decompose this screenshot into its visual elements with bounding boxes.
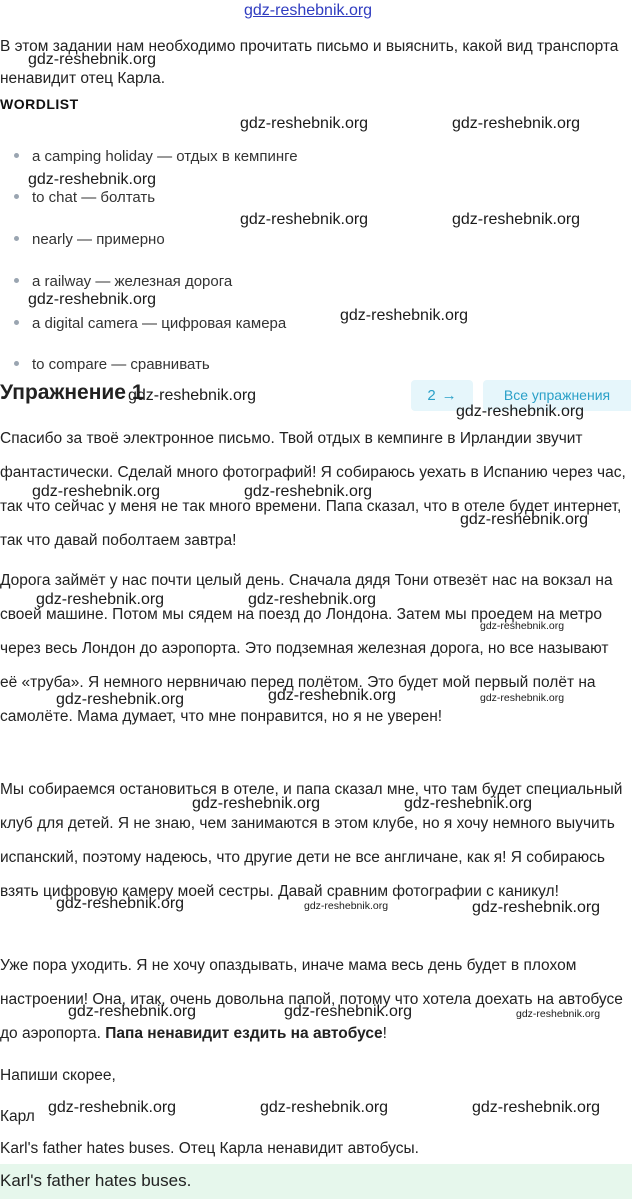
watermark: gdz-reshebnik.org [268,687,397,704]
watermark: gdz-reshebnik.org [36,591,165,608]
watermark: gdz-reshebnik.org [240,115,369,132]
watermark: gdz-reshebnik.org [28,51,157,68]
watermark: gdz-reshebnik.org [472,899,601,916]
bullet-icon [14,361,19,366]
wordlist-title: WORDLIST [0,96,79,112]
watermark: gdz-reshebnik.org [56,691,185,708]
watermark: gdz-reshebnik.org [248,591,377,608]
watermark: gdz-reshebnik.org [284,1003,413,1020]
watermark: gdz-reshebnik.org [48,1099,177,1116]
bullet-icon [14,320,19,325]
exercise-title: Упражнение 1 [0,381,144,404]
all-exercises-button[interactable]: Все упражнения [483,380,631,411]
wordlist-item: to compare — сравнивать [14,356,210,373]
letter-paragraph-3: Мы собираемся остановиться в отеле, и папа сказал мне, что там будет специальный клуб для детей. Я не знаю, чем занимаются в этом клубе, но я хочу немного выучить испанский, поэтому надеюсь, что другие дети не все англичане, как я! Я собираюсь взять цифровую камеру моей сестры. Давай сравним фотографии с каникул! [0,781,623,900]
watermark: gdz-reshebnik.org [304,900,389,912]
letter-signature: Карл [0,1108,35,1125]
next-exercise-label: 2 [427,387,436,404]
bullet-icon [14,194,19,199]
watermark: gdz-reshebnik.org [56,895,185,912]
translation-text: Karl's father hates buses. Отец Карла ненавидит автобусы. [0,1140,419,1157]
letter-paragraph-4: Уже пора уходить. Я не хочу опаздывать, иначе мама весь день будет в плохом настроении! Она, итак, очень довольна папой, потому что хотела доехать на автобусе до аэропорта. Папа ненавидит ездить на автобусе! [0,957,623,1042]
watermark: gdz-reshebnik.org [340,307,469,324]
wordlist-item: nearly — примерно [14,231,165,248]
bullet-icon [14,153,19,158]
watermark: gdz-reshebnik.org [68,1003,197,1020]
answer-text: Karl's father hates buses. [0,1171,192,1190]
watermark: gdz-reshebnik.org [456,403,585,420]
highlighted-answer-text: Папа ненавидит ездить на автобусе [105,1025,383,1042]
watermark: gdz-reshebnik.org [128,387,257,404]
watermark: gdz-reshebnik.org [192,795,321,812]
watermark: gdz-reshebnik.org [472,1099,601,1116]
watermark: gdz-reshebnik.org [480,692,565,704]
letter-paragraph-2: Дорога займёт у нас почти целый день. Сначала дядя Тони отвезёт нас на вокзал на своей машине. Потом мы сядем на поезд до Лондона. Затем мы проедем на метро через весь Лондон до аэропорта. Это подземная железная дорога, но все называют её «труба». Я немного нервничаю перед полётом. Это будет мой первый полёт на самолёте. Мама думает, что мне понравится, но я не уверен! [0,572,613,725]
watermark: gdz-reshebnik.org [480,620,565,632]
intro-text: В этом задании нам необходимо прочитать письмо и выяснить, какой вид транспорта ненавидит отец Карла. [0,38,619,87]
arrow-right-icon: → [441,387,457,404]
bullet-icon [14,236,19,241]
watermark: gdz-reshebnik.org [260,1099,389,1116]
wordlist-item: a railway — железная дорога [14,273,232,290]
bullet-icon [14,278,19,283]
answer-box [0,1164,632,1199]
watermark: gdz-reshebnik.org [244,483,373,500]
watermark: gdz-reshebnik.org [516,1008,601,1020]
site-watermark-link[interactable]: gdz-reshebnik.org [244,2,373,19]
watermark: gdz-reshebnik.org [28,291,157,308]
wordlist-item: a camping holiday — отдых в кемпинге [14,148,298,165]
wordlist-item: to chat — болтать [14,189,155,206]
watermark: gdz-reshebnik.org [404,795,533,812]
watermark: gdz-reshebnik.org [28,171,157,188]
watermark: gdz-reshebnik.org [240,211,369,228]
watermark: gdz-reshebnik.org [452,115,581,132]
letter-closing: Напиши скорее, [0,1067,116,1084]
watermark: gdz-reshebnik.org [460,511,589,528]
wordlist-item: a digital camera — цифровая камера [14,315,286,332]
watermark: gdz-reshebnik.org [452,211,581,228]
letter-paragraph-1: Спасибо за твоё электронное письмо. Твой отдых в кемпинге в Ирландии звучит фантастически. Сделай много фотографий! Я собираюсь уехать в Испанию через час, так что сейчас у меня не так много времени. Папа сказал, что в отеле будет интернет, так что давай поболтаем завтра! [0,430,626,549]
watermark: gdz-reshebnik.org [32,483,161,500]
